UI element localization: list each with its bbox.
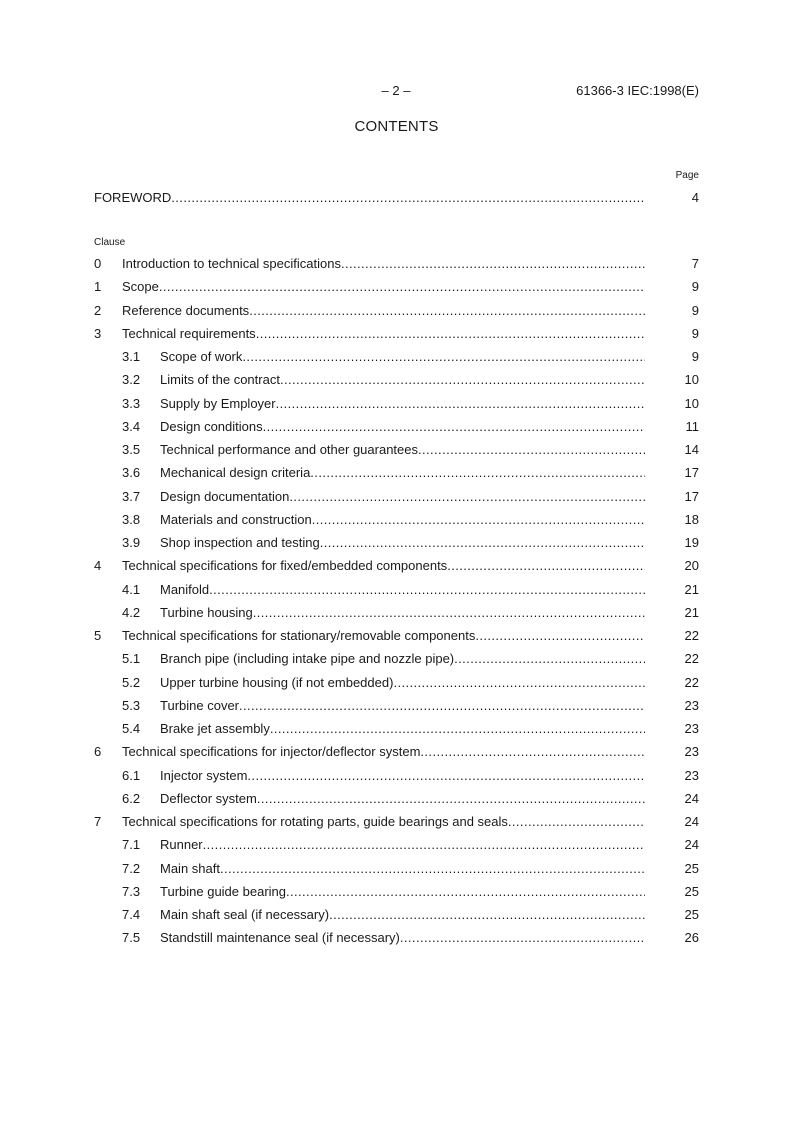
toc-entry-page: 10 (684, 372, 699, 388)
dot-leader (418, 441, 645, 459)
toc-entry-number: 5.4 (122, 721, 141, 736)
toc-entry-number: 7 (94, 814, 102, 829)
toc-entry-page: 7 (691, 256, 699, 271)
toc-entry-leader (160, 650, 645, 668)
toc-entry-leader (160, 441, 645, 459)
toc-entry-number: 3 (94, 325, 102, 341)
dot-leader (242, 348, 645, 366)
toc-entry[interactable] (122, 348, 699, 366)
toc-entry[interactable] (94, 557, 699, 575)
toc-entry-title: Design conditions (160, 418, 263, 434)
dot-leader (447, 557, 645, 575)
dot-leader (209, 581, 645, 599)
toc-entry[interactable] (122, 418, 699, 436)
toc-entry-leader (122, 627, 645, 645)
toc-entry[interactable] (122, 534, 699, 552)
toc-entry-title: Introduction to technical specifications (122, 256, 341, 271)
toc-entry-number: 3.7 (122, 488, 141, 504)
toc-entry-number: 3.2 (122, 372, 141, 388)
toc-entry-page: 24 (684, 790, 699, 806)
toc-entry-leader (160, 581, 645, 599)
toc-entry-number: 3.4 (122, 418, 141, 434)
toc-entry[interactable] (122, 790, 699, 808)
toc-entry[interactable] (94, 627, 699, 645)
toc-entry-title: Turbine guide bearing (160, 883, 286, 899)
toc-entry-leader (160, 790, 645, 808)
toc-entry-number: 4 (94, 558, 102, 574)
toc-entry-leader (160, 697, 645, 715)
toc-entry-title: Technical specifications for injector/deflector system (122, 744, 421, 760)
dot-leader (270, 720, 645, 738)
dot-leader (203, 836, 645, 854)
toc-entry-title: Runner (160, 837, 203, 853)
toc-entry-title: Technical requirements (122, 325, 256, 341)
toc-entry-number: 5.2 (122, 674, 141, 690)
toc-entry-title: Main shaft seal (if necessary) (160, 907, 330, 922)
toc-entry-title: Design documentation (160, 488, 290, 504)
toc-entry-leader (160, 929, 645, 947)
toc-entry-title: Injector system (160, 767, 248, 783)
toc-entry-leader (122, 255, 645, 273)
toc-entry[interactable] (94, 255, 699, 273)
toc-entry[interactable] (122, 581, 699, 599)
dot-leader (475, 627, 645, 645)
toc-entry-number: 7.3 (122, 883, 141, 899)
toc-entry-leader (160, 464, 645, 482)
toc-entry-page: 21 (684, 604, 699, 620)
toc-entry-number: 3.1 (122, 349, 141, 364)
toc-entry-number: 3.9 (122, 535, 141, 550)
toc-entry-leader (160, 534, 645, 552)
toc-entry-number: 7.4 (122, 907, 141, 922)
toc-entry-page: 9 (691, 349, 699, 364)
toc-entry-leader (122, 278, 645, 296)
toc-entry[interactable] (122, 488, 699, 506)
toc-entry-leader (160, 674, 645, 692)
toc-entry-title: Supply by Employer (160, 395, 276, 411)
toc-entry-leader (160, 767, 645, 785)
toc-entry-title: Scope (122, 279, 159, 295)
toc-entry-page: 20 (684, 558, 699, 574)
toc-entry-page: 23 (684, 744, 699, 760)
toc-entry-title: Technical specifications for rotating parts, guide bearings and seals (122, 814, 508, 829)
dot-leader (341, 255, 645, 273)
toc-entry-number: 7.1 (122, 837, 141, 853)
toc-entry-page: 10 (684, 395, 699, 411)
dot-leader (320, 534, 645, 552)
toc-entry-number: 7.5 (122, 930, 141, 946)
toc-entry-title: Standstill maintenance seal (if necessary) (160, 930, 400, 946)
toc-entry-page: 22 (684, 674, 699, 690)
toc-entry-leader (160, 395, 645, 413)
toc-entry[interactable] (122, 674, 699, 692)
toc-entry-page: 22 (684, 628, 699, 643)
toc-entry-title: FOREWORD (94, 190, 172, 205)
dot-leader (257, 790, 645, 808)
dot-leader (276, 395, 645, 413)
dot-leader (454, 650, 645, 668)
dot-leader (171, 189, 645, 207)
toc-entry-number: 5.1 (122, 651, 141, 667)
toc-entry-number: 6.2 (122, 790, 141, 806)
toc-entry[interactable] (122, 929, 699, 947)
toc-entry-number: 6 (94, 744, 102, 760)
toc-entry[interactable] (122, 697, 699, 715)
page-column-label: Page (675, 170, 699, 181)
toc-entry-leader (160, 720, 645, 738)
toc-entry-page: 19 (684, 535, 699, 550)
dot-leader (159, 278, 645, 296)
toc-entry-leader (160, 488, 645, 506)
toc-entry-leader (122, 813, 645, 831)
toc-entry-foreword[interactable] (94, 189, 699, 207)
toc-entry-leader (94, 189, 645, 207)
toc-entry-number: 4.2 (122, 604, 141, 620)
toc-entry[interactable] (122, 906, 699, 924)
toc-entry-page: 11 (685, 418, 699, 434)
toc-entry[interactable] (122, 464, 699, 482)
toc-entry-page: 9 (691, 279, 699, 295)
toc-entry[interactable] (122, 883, 699, 901)
toc-entry-number: 7.2 (122, 860, 141, 876)
toc-entry[interactable] (94, 302, 699, 320)
dot-leader (310, 464, 645, 482)
toc-entry-title: Technical performance and other guarantees (160, 442, 418, 457)
toc-entry-page: 24 (684, 814, 699, 829)
dot-leader (256, 325, 645, 343)
toc-entry-leader (160, 511, 645, 529)
toc-entry-page: 18 (684, 511, 699, 527)
toc-entry-leader (122, 743, 645, 761)
dot-leader (249, 302, 645, 320)
document-reference: 61366-3 IEC:1998(E) (576, 83, 699, 98)
toc-entry-title: Technical specifications for fixed/embedded components (122, 558, 448, 574)
toc-entry-title: Brake jet assembly (160, 721, 270, 736)
toc-entry-page: 21 (684, 581, 699, 597)
dot-leader (253, 604, 645, 622)
toc-entry-page: 22 (684, 651, 699, 667)
toc-entry-page: 17 (684, 488, 699, 504)
page-number: – 2 – (381, 83, 411, 98)
toc-entry-page: 26 (684, 930, 699, 946)
toc-entry-leader (122, 557, 645, 575)
toc-entry-page: 25 (684, 883, 699, 899)
toc-entry-page: 24 (684, 837, 699, 853)
toc-entry-leader (160, 860, 645, 878)
toc-entry-number: 2 (94, 302, 102, 318)
toc-entry-number: 1 (94, 279, 102, 295)
toc-entry-number: 6.1 (122, 767, 141, 783)
dot-leader (420, 743, 645, 761)
toc-entry-page: 23 (684, 697, 699, 713)
dot-leader (286, 883, 645, 901)
toc-entry-number: 3.8 (122, 511, 141, 527)
toc-entry-leader (160, 906, 645, 924)
toc-entry-leader (160, 348, 645, 366)
toc-entry-title: Scope of work (160, 349, 243, 364)
toc-entry-title: Turbine cover (160, 697, 239, 713)
dot-leader (239, 697, 645, 715)
toc-entry[interactable] (122, 767, 699, 785)
toc-entry-number: 3.3 (122, 395, 141, 411)
toc-entry-title: Deflector system (160, 790, 257, 806)
page-title: CONTENTS (354, 118, 439, 135)
dot-leader (289, 488, 645, 506)
toc-entry-page: 25 (684, 860, 699, 876)
dot-leader (400, 929, 645, 947)
toc-entry-leader (160, 836, 645, 854)
toc-entry-page: 23 (684, 721, 699, 736)
toc-entry-title: Branch pipe (including intake pipe and nozzle pipe) (160, 651, 455, 667)
toc-entry-page: 14 (684, 442, 699, 457)
toc-entry-title: Materials and construction (160, 511, 312, 527)
dot-leader (393, 674, 645, 692)
toc-entry[interactable] (122, 511, 699, 529)
toc-entry[interactable] (94, 278, 699, 296)
toc-entry[interactable] (122, 720, 699, 738)
toc-entry[interactable] (122, 650, 699, 668)
toc-entry-page: 25 (684, 907, 699, 922)
toc-entry-title: Upper turbine housing (if not embedded) (160, 674, 394, 690)
toc-entry-number: 3.5 (122, 442, 141, 457)
toc-entry-number: 4.1 (122, 581, 141, 597)
dot-leader (280, 371, 645, 389)
toc-entry-title: Turbine housing (160, 604, 253, 620)
dot-leader (220, 860, 645, 878)
toc-entry-title: Mechanical design criteria (160, 465, 311, 481)
toc-entry[interactable] (122, 604, 699, 622)
toc-entry[interactable] (122, 860, 699, 878)
toc-entry-title: Main shaft (160, 860, 220, 876)
toc-entry-leader (160, 371, 645, 389)
dot-leader (312, 511, 645, 529)
toc-entry-title: Shop inspection and testing (160, 535, 320, 550)
toc-entry[interactable] (122, 836, 699, 854)
toc-entry-title: Manifold (160, 581, 210, 597)
dot-leader (329, 906, 645, 924)
toc-entry-number: 0 (94, 256, 102, 271)
dot-leader (508, 813, 645, 831)
toc-entry-number: 3.6 (122, 465, 141, 481)
toc-entry-leader (160, 604, 645, 622)
toc-entry[interactable] (122, 441, 699, 459)
toc-entry-leader (160, 418, 645, 436)
toc-entry-page: 23 (684, 767, 699, 783)
toc-entry-title: Limits of the contract (160, 372, 280, 388)
toc-entry[interactable] (122, 395, 699, 413)
toc-entry-page: 17 (684, 465, 699, 481)
toc-entry[interactable] (122, 371, 699, 389)
toc-entry-page: 4 (691, 190, 699, 205)
toc-entry-leader (122, 302, 645, 320)
dot-leader (263, 418, 645, 436)
toc-entry-page: 9 (691, 302, 699, 318)
toc-entry[interactable] (94, 743, 699, 761)
toc-entry-title: Reference documents (122, 302, 250, 318)
toc-entry-title: Technical specifications for stationary/removable components (122, 628, 476, 643)
toc-entry-leader (160, 883, 645, 901)
clause-column-label: Clause (94, 237, 126, 248)
dot-leader (247, 767, 645, 785)
toc-entry[interactable] (94, 813, 699, 831)
toc-entry-leader (122, 325, 645, 343)
toc-entry[interactable] (94, 325, 699, 343)
toc-entry-number: 5.3 (122, 697, 141, 713)
toc-entry-page: 9 (691, 325, 699, 341)
toc-entry-number: 5 (94, 628, 102, 643)
